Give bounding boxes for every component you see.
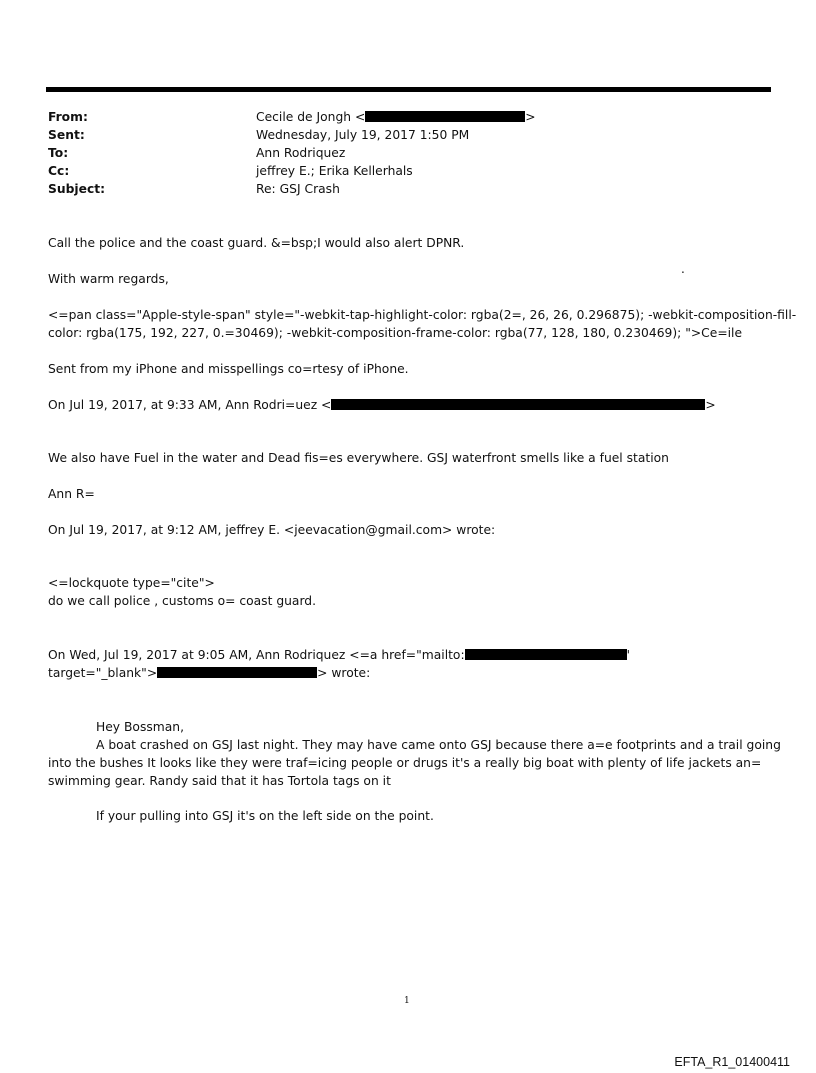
subject-value: Re: GSJ Crash bbox=[256, 182, 340, 196]
from-row bbox=[48, 108, 536, 126]
body-line bbox=[48, 396, 716, 414]
body-line: <=pan class="Apple-style-span" style="-webkit-tap-highlight-color: rgba(2=, 26, 26, 0.296875); -webkit-composition-fill- bbox=[48, 308, 797, 322]
body-line: If your pulling into GSJ it's on the left side on the point. bbox=[96, 809, 434, 823]
to-label: To: bbox=[48, 146, 69, 160]
body-line: swimming gear. Randy said that it has Tortola tags on it bbox=[48, 774, 391, 788]
stray-dot: . bbox=[681, 262, 685, 276]
body-line: Sent from my iPhone and misspellings co=rtesy of iPhone. bbox=[48, 362, 409, 376]
quote-intro-end: > bbox=[705, 398, 716, 412]
from-value: Cecile de Jongh < bbox=[256, 110, 366, 124]
body-line: On Jul 19, 2017, at 9:12 AM, jeffrey E. <jeevacation@gmail.com> wrote: bbox=[48, 523, 496, 537]
mailto-intro: On Wed, Jul 19, 2017 at 9:05 AM, Ann Rodriquez <=a href="mailto: bbox=[48, 648, 465, 662]
redaction-link-text bbox=[157, 667, 317, 678]
body-line: color: rgba(175, 192, 227, 0.=30469); -webkit-composition-frame-color: rgba(77, 128, 180, 0.230469); ">Ce=ile bbox=[48, 326, 743, 340]
from-end: > bbox=[525, 110, 536, 124]
sent-label: Sent: bbox=[48, 128, 85, 142]
subject-row bbox=[48, 180, 340, 198]
wrote-text: > wrote: bbox=[317, 666, 371, 680]
sent-row bbox=[48, 126, 470, 144]
subject-label: Subject: bbox=[48, 182, 106, 196]
body-line: <=lockquote type="cite"> bbox=[48, 576, 215, 590]
document-id: EFTA_R1_01400411 bbox=[674, 1055, 790, 1069]
quote-intro: On Jul 19, 2017, at 9:33 AM, Ann Rodri=uez < bbox=[48, 398, 332, 412]
body-line bbox=[48, 646, 630, 664]
redaction-mailto bbox=[465, 649, 627, 660]
target-text: target="_blank"> bbox=[48, 666, 158, 680]
header-rule bbox=[46, 87, 771, 92]
body-line: Ann R= bbox=[48, 487, 95, 501]
redaction-from-email bbox=[365, 111, 525, 122]
cc-row bbox=[48, 162, 413, 180]
cc-value: jeffrey E.; Erika Kellerhals bbox=[256, 164, 413, 178]
body-line: Call the police and the coast guard. &=bsp;I would also alert DPNR. bbox=[48, 236, 465, 250]
page-number: 1 bbox=[404, 996, 410, 1006]
body-line: With warm regards, bbox=[48, 272, 169, 286]
sent-value: Wednesday, July 19, 2017 1:50 PM bbox=[256, 128, 470, 142]
redaction-ann-email bbox=[331, 399, 705, 410]
body-line: We also have Fuel in the water and Dead fis=es everywhere. GSJ waterfront smells like a fuel station bbox=[48, 451, 669, 465]
to-value: Ann Rodriquez bbox=[256, 146, 346, 160]
body-line: into the bushes It looks like they were traf=icing people or drugs it's a really big boat with plenty of life jackets an= bbox=[48, 756, 762, 770]
body-line: A boat crashed on GSJ last night. They may have came onto GSJ because there a=e footprints and a trail going bbox=[96, 738, 781, 752]
body-line: do we call police , customs o= coast guard. bbox=[48, 594, 317, 608]
cc-label: Cc: bbox=[48, 164, 70, 178]
body-line bbox=[48, 664, 370, 682]
from-label: From: bbox=[48, 110, 88, 124]
to-row bbox=[48, 144, 346, 162]
body-line: Hey Bossman, bbox=[96, 720, 184, 734]
mailto-end: ' bbox=[626, 648, 630, 662]
